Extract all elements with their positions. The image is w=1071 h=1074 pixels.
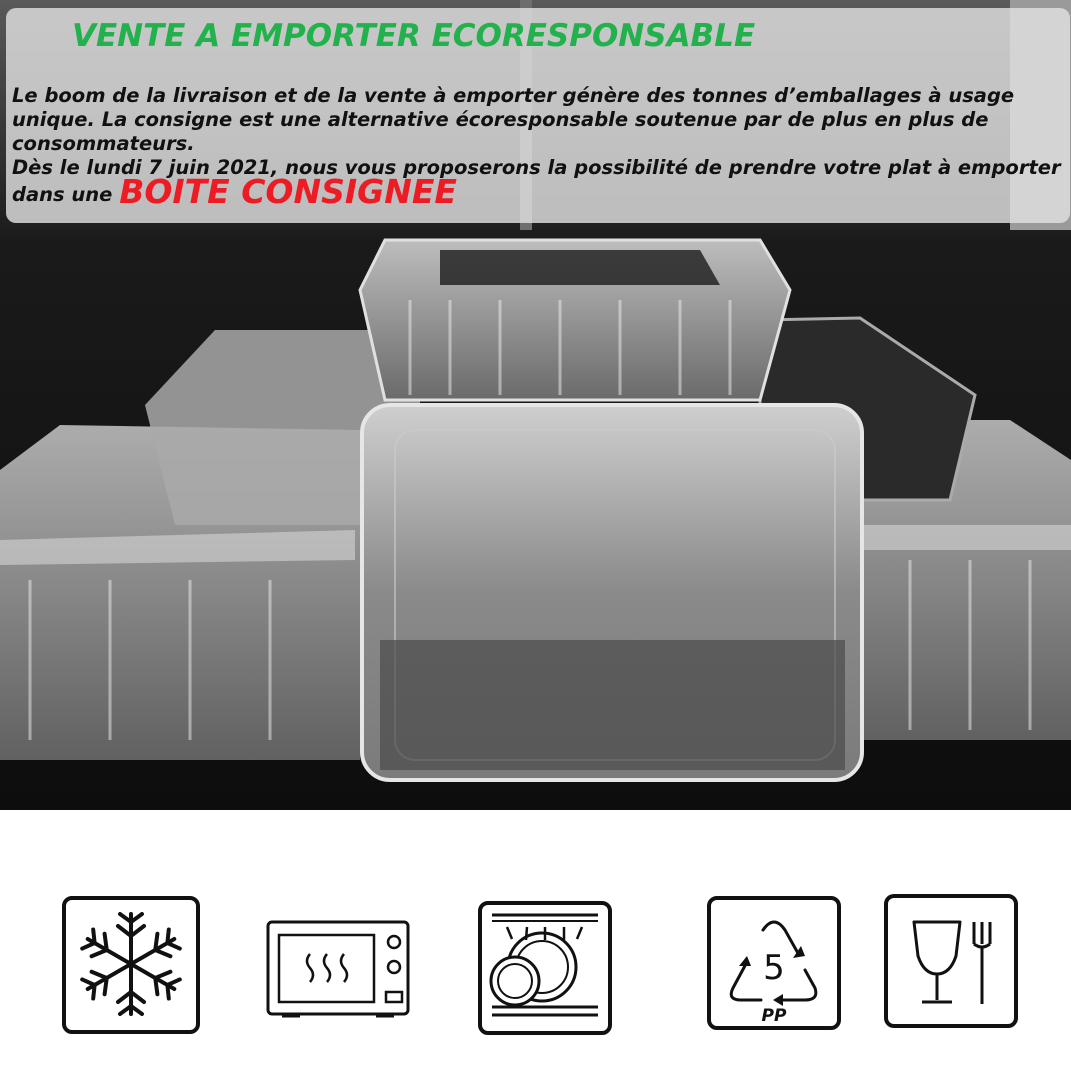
recycling-number: 5 (763, 948, 785, 988)
snowflake-icon (62, 896, 200, 1034)
food-safe-icon (884, 894, 1018, 1028)
microwave-icon (262, 912, 414, 1022)
highlight-text: BOITE CONSIGNEE (119, 172, 457, 211)
announcement-paragraph (12, 156, 1064, 211)
recycling-label: PP (761, 1006, 787, 1026)
banner-title: VENTE A EMPORTER ECORESPONSABLE (72, 18, 756, 54)
intro-paragraph: Le boom de la livraison et de la vente à emporter génère des tonnes d’emballages à usage unique. La consigne est une alternative écoresponsable soutenue par de plus en plus de consommateurs. (12, 84, 1015, 155)
dishwasher-icon (478, 901, 612, 1035)
recycling-icon (707, 896, 841, 1030)
announcement-text: Dès le lundi 7 juin 2021, nous vous proposerons la possibilité de prendre votre plat à emporter dans une (12, 156, 1061, 206)
banner-text (12, 84, 1064, 211)
